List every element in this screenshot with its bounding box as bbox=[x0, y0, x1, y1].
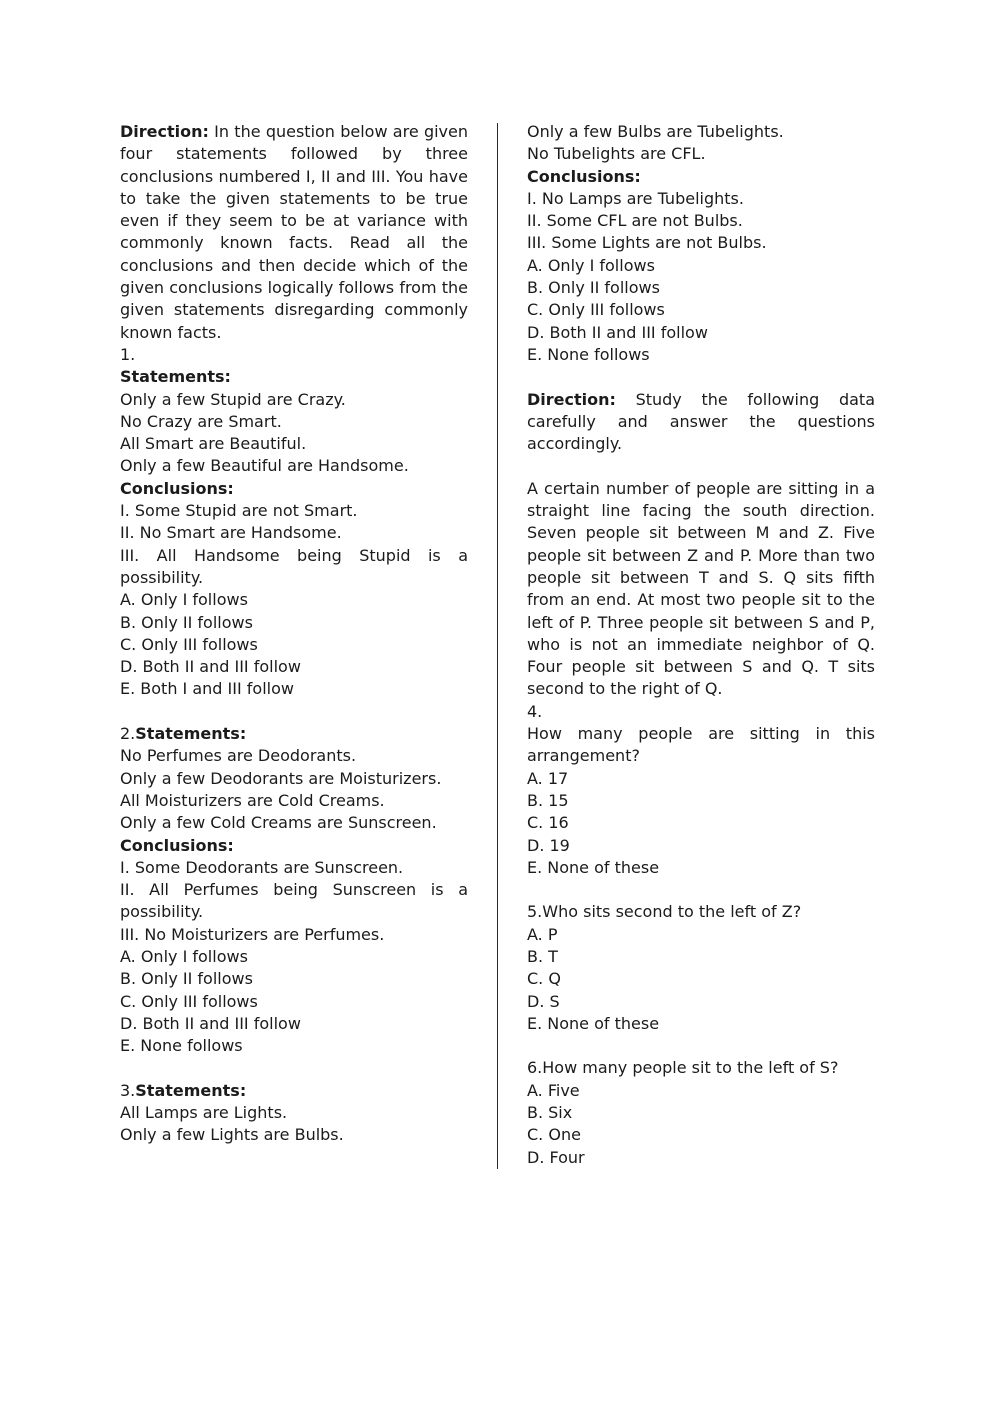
option-line bbox=[527, 322, 875, 344]
text-content: D. Both II and III follow bbox=[527, 322, 708, 342]
option-line bbox=[120, 1013, 468, 1035]
number-prefix: 2. bbox=[120, 724, 136, 744]
text-content: B. Six bbox=[527, 1103, 573, 1123]
text-content: A. Five bbox=[527, 1080, 580, 1100]
bold-label: Statements: bbox=[120, 367, 231, 387]
option-line bbox=[527, 277, 875, 299]
question-number bbox=[120, 344, 468, 366]
option-line bbox=[527, 299, 875, 321]
bold-label: Statements: bbox=[135, 1080, 247, 1100]
option-line bbox=[527, 1080, 875, 1102]
option-line bbox=[527, 968, 875, 990]
text-content: E. Both I and III follow bbox=[120, 679, 294, 699]
text-content: A. Only I follows bbox=[527, 255, 655, 275]
text-content: C. Only III follows bbox=[120, 634, 258, 654]
text-content: III. All Handsome being Stupid is a possibility. bbox=[120, 545, 468, 587]
text-content: B. Only II follows bbox=[120, 612, 253, 632]
question-text bbox=[527, 1057, 875, 1079]
statement-line bbox=[527, 143, 875, 165]
text-content: D. Four bbox=[527, 1147, 585, 1167]
text-content: B. Only II follows bbox=[120, 969, 253, 989]
option-line bbox=[527, 812, 875, 834]
text-content: All Smart are Beautiful. bbox=[120, 434, 307, 454]
text-content: C. Only III follows bbox=[120, 991, 258, 1011]
text-content: Only a few Stupid are Crazy. bbox=[120, 389, 346, 409]
bold-label: Conclusions: bbox=[120, 478, 234, 498]
statement-line bbox=[120, 768, 468, 790]
conclusion-line bbox=[120, 924, 468, 946]
text-content: C. One bbox=[527, 1125, 581, 1145]
paragraph-gap bbox=[527, 879, 875, 901]
statement-line bbox=[120, 455, 468, 477]
option-line bbox=[527, 1102, 875, 1124]
bold-label: Conclusions: bbox=[527, 166, 641, 186]
paragraph-gap bbox=[527, 1035, 875, 1057]
option-line bbox=[120, 612, 468, 634]
text-content: B. Only II follows bbox=[527, 278, 660, 298]
text-content: B. 15 bbox=[527, 790, 569, 810]
text-content: All Moisturizers are Cold Creams. bbox=[120, 790, 385, 810]
text-content: E. None of these bbox=[527, 857, 660, 877]
text-content: Only a few Bulbs are Tubelights. bbox=[527, 122, 784, 141]
conclusion-line bbox=[527, 188, 875, 210]
text-content: 6.How many people sit to the left of S? bbox=[527, 1058, 839, 1078]
text-content: 4. bbox=[527, 701, 543, 721]
text-content: A. Only I follows bbox=[120, 590, 248, 610]
bold-label: Direction: bbox=[527, 389, 616, 409]
option-line bbox=[120, 634, 468, 656]
text-content: E. None of these bbox=[527, 1013, 660, 1033]
paragraph-gap bbox=[527, 455, 875, 477]
passage-text bbox=[527, 478, 875, 701]
statement-line bbox=[120, 745, 468, 767]
option-line bbox=[120, 1035, 468, 1057]
statement-line bbox=[120, 389, 468, 411]
text-content: III. Some Lights are not Bulbs. bbox=[527, 233, 767, 253]
statement-line bbox=[120, 411, 468, 433]
conclusion-line bbox=[120, 500, 468, 522]
question-text bbox=[527, 901, 875, 923]
conclusion-line bbox=[120, 857, 468, 879]
text-content: D. 19 bbox=[527, 835, 570, 855]
statement-line bbox=[120, 1124, 468, 1146]
text-content: Only a few Lights are Bulbs. bbox=[120, 1125, 344, 1145]
text-content: Only a few Deodorants are Moisturizers. bbox=[120, 768, 442, 788]
right-column bbox=[527, 121, 875, 1169]
option-line bbox=[527, 835, 875, 857]
text-content: III. No Moisturizers are Perfumes. bbox=[120, 924, 385, 944]
two-column-layout bbox=[120, 121, 875, 1169]
option-line bbox=[120, 589, 468, 611]
text-content: D. Both II and III follow bbox=[120, 1013, 301, 1033]
option-line bbox=[527, 946, 875, 968]
text-content: No Perfumes are Deodorants. bbox=[120, 746, 357, 766]
conclusion-line bbox=[120, 545, 468, 590]
text-content: E. None follows bbox=[120, 1036, 243, 1056]
bold-label: Direction: bbox=[120, 122, 209, 141]
left-column bbox=[120, 121, 468, 1169]
option-line bbox=[527, 991, 875, 1013]
option-line bbox=[527, 255, 875, 277]
text-content: C. Q bbox=[527, 969, 561, 989]
text-content: All Lamps are Lights. bbox=[120, 1103, 288, 1123]
option-line bbox=[527, 790, 875, 812]
text-content: A certain number of people are sitting in a straight line facing the south direction. Seven people sit between M and Z. Five people sit between Z and P. More than two people sit between T and S. Q sits fifth from an end. At most two people sit to the left of P. Three people sit between S and P, who is not an immediate neighbor of Q. Four people sit between S and Q. T sits second to the right of Q. bbox=[527, 478, 875, 699]
conclusion-line bbox=[527, 210, 875, 232]
option-line bbox=[527, 857, 875, 879]
question-number bbox=[527, 701, 875, 723]
statement-line bbox=[120, 790, 468, 812]
option-line bbox=[527, 1124, 875, 1146]
option-line bbox=[527, 924, 875, 946]
statement-line bbox=[120, 1102, 468, 1124]
statement-line bbox=[120, 433, 468, 455]
text-content: II. Some CFL are not Bulbs. bbox=[527, 211, 743, 231]
option-line bbox=[527, 1013, 875, 1035]
text-content: I. Some Deodorants are Sunscreen. bbox=[120, 857, 404, 877]
direction-heading bbox=[527, 389, 875, 456]
text-content: C. Only III follows bbox=[527, 300, 665, 320]
statements-heading bbox=[120, 366, 468, 388]
text-content: D. S bbox=[527, 991, 560, 1011]
text-content: No Crazy are Smart. bbox=[120, 411, 282, 431]
conclusions-heading bbox=[120, 835, 468, 857]
text-content: E. None follows bbox=[527, 344, 650, 364]
text-content: A. Only I follows bbox=[120, 946, 248, 966]
text-content: D. Both II and III follow bbox=[120, 657, 301, 677]
statement-line bbox=[527, 121, 875, 143]
text-content: No Tubelights are CFL. bbox=[527, 144, 706, 164]
text-content: A. P bbox=[527, 924, 558, 944]
text-content: In the question below are given four statements followed by three conclusions numbered I, II and III. You have to take the given statements to be true even if they seem to be at variance with commonly known facts. Read all the conclusions and then decide which of the given conclusions logically follows from the given statements disregarding commonly known facts. bbox=[120, 122, 468, 342]
text-content: B. T bbox=[527, 946, 558, 966]
statements-heading bbox=[120, 1080, 468, 1102]
option-line bbox=[120, 991, 468, 1013]
text-content: Only a few Beautiful are Handsome. bbox=[120, 456, 409, 476]
number-prefix: 3. bbox=[120, 1080, 136, 1100]
conclusions-heading bbox=[527, 166, 875, 188]
bold-label: Conclusions: bbox=[120, 835, 234, 855]
option-line bbox=[527, 344, 875, 366]
paragraph-gap bbox=[120, 1057, 468, 1079]
conclusion-line bbox=[120, 522, 468, 544]
text-content: II. No Smart are Handsome. bbox=[120, 523, 342, 543]
text-content: II. All Perfumes being Sunscreen is a possibility. bbox=[120, 880, 468, 922]
paragraph-gap bbox=[527, 366, 875, 388]
option-line bbox=[120, 946, 468, 968]
option-line bbox=[120, 968, 468, 990]
conclusions-heading bbox=[120, 478, 468, 500]
option-line bbox=[120, 678, 468, 700]
conclusion-line bbox=[527, 232, 875, 254]
text-content: I. No Lamps are Tubelights. bbox=[527, 188, 744, 208]
column-divider bbox=[497, 123, 498, 1169]
bold-label: Statements: bbox=[135, 724, 247, 744]
text-content: How many people are sitting in this arrangement? bbox=[527, 724, 875, 766]
text-content: Study the following data carefully and answer the questions accordingly. bbox=[527, 389, 875, 454]
text-content: Only a few Cold Creams are Sunscreen. bbox=[120, 813, 437, 833]
text-content: I. Some Stupid are not Smart. bbox=[120, 501, 358, 521]
text-content: C. 16 bbox=[527, 813, 569, 833]
text-content: 1. bbox=[120, 344, 136, 364]
direction-heading bbox=[120, 121, 468, 344]
statement-line bbox=[120, 812, 468, 834]
conclusion-line bbox=[120, 879, 468, 924]
text-content: 5.Who sits second to the left of Z? bbox=[527, 902, 802, 922]
text-content: A. 17 bbox=[527, 768, 569, 788]
option-line bbox=[120, 656, 468, 678]
statements-heading bbox=[120, 723, 468, 745]
option-line bbox=[527, 768, 875, 790]
paragraph-gap bbox=[120, 701, 468, 723]
question-text bbox=[527, 723, 875, 768]
option-line bbox=[527, 1147, 875, 1169]
